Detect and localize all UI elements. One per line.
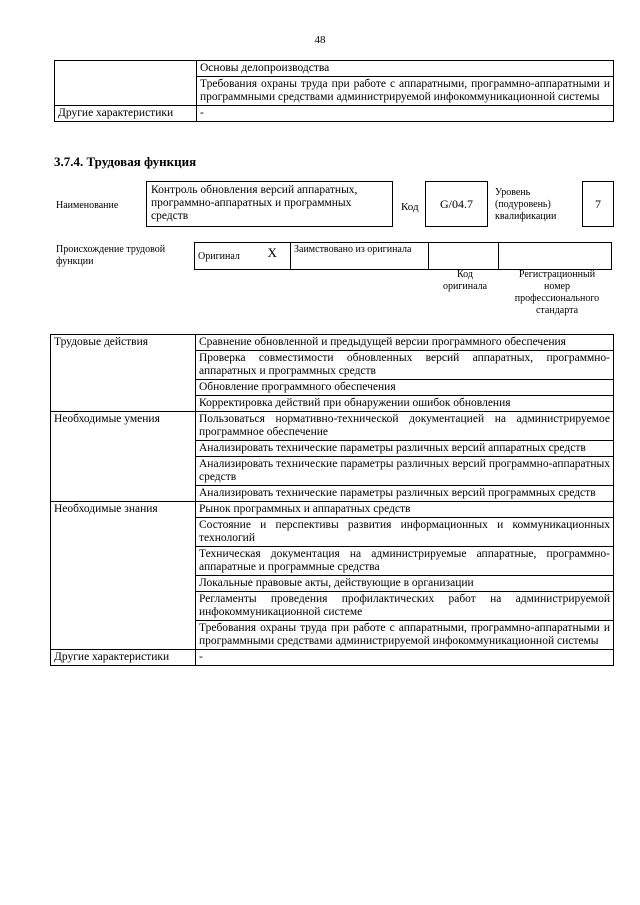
- borrowed-label: Заимствовано из оригинала: [291, 243, 429, 270]
- reg-number-label: Регистрационный номер профессионального стандарта: [514, 269, 600, 316]
- name-label: Наименование: [56, 200, 119, 211]
- row-label: Необходимые умения: [51, 412, 196, 502]
- table-cell: -: [197, 106, 614, 122]
- table-cell: Сравнение обновленной и предыдущей версии программного обеспечения: [196, 335, 614, 351]
- table-cell: Регламенты проведения профилактических работ на администрируемой инфокоммуникационной системе: [196, 592, 614, 621]
- code-value: G/04.7: [440, 197, 473, 211]
- table-cell: -: [196, 650, 614, 666]
- table-cell: Анализировать технические параметры различных версий программно-аппаратных средств: [196, 457, 614, 486]
- table-cell: Корректировка действий при обнаружении ошибок обновления: [196, 396, 614, 412]
- level-box: [582, 181, 614, 227]
- table-row: [55, 61, 614, 77]
- table-cell: Требования охраны труда при работе с аппаратными, программно-аппаратными и программными средствами администрируемой инфокоммуникационной системы: [196, 621, 614, 650]
- code-box: [425, 181, 488, 227]
- code-orig-cell: [429, 243, 499, 270]
- row-label: Другие характеристики: [51, 650, 196, 666]
- name-value: Контроль обновления версий аппаратных, программно-аппаратных и программных средств: [151, 184, 358, 222]
- table-row: [51, 335, 614, 351]
- table-row: [195, 243, 612, 270]
- section-title: 3.7.4. Трудовая функция: [54, 154, 197, 169]
- table-row: [55, 106, 614, 122]
- reg-number-cell: [499, 243, 612, 270]
- table-cell: Локальные правовые акты, действующие в организации: [196, 576, 614, 592]
- table-cell: Состояние и перспективы развития информационных и коммуникационных технологий: [196, 518, 614, 547]
- origin-table: [194, 242, 612, 270]
- table-row: [51, 502, 614, 518]
- name-box: [146, 181, 393, 227]
- top-table: [54, 60, 614, 122]
- table-cell: Пользоваться нормативно-технической документацией на администрируемое программное обеспечение: [196, 412, 614, 441]
- table-row: [51, 650, 614, 666]
- row-label: Необходимые знания: [51, 502, 196, 650]
- table-cell: Рынок программных и аппаратных средств: [196, 502, 614, 518]
- level-label: Уровень (подуровень) квалификации: [495, 187, 557, 222]
- table-cell: Проверка совместимости обновленных версий аппаратных, программно-аппаратных и программных средств: [196, 351, 614, 380]
- origin-label: Происхождение трудовой функции: [56, 244, 166, 267]
- table-row: [51, 412, 614, 441]
- row-label: Трудовые действия: [51, 335, 196, 412]
- level-value: 7: [595, 197, 601, 211]
- table-cell: Анализировать технические параметры различных версий программных средств: [196, 486, 614, 502]
- table-cell: Обновление программного обеспечения: [196, 380, 614, 396]
- table-cell: Основы делопроизводства: [197, 61, 614, 77]
- code-label: Код: [401, 201, 419, 213]
- original-mark: X: [255, 243, 291, 270]
- table-cell: Требования охраны труда при работе с аппаратными, программно-аппаратными и программными средствами администрируемой инфокоммуникационной системы: [197, 77, 614, 106]
- table-cell: Техническая документация на администрируемые аппаратные, программно-аппаратные и программные средства: [196, 547, 614, 576]
- page-number: 48: [314, 34, 326, 46]
- original-label: Оригинал: [195, 243, 255, 270]
- row-label: [55, 61, 197, 106]
- code-orig-label: Код оригинала: [442, 269, 488, 292]
- table-cell: Анализировать технические параметры различных версий аппаратных средств: [196, 441, 614, 457]
- row-label: Другие характеристики: [55, 106, 197, 122]
- main-table: [50, 334, 614, 666]
